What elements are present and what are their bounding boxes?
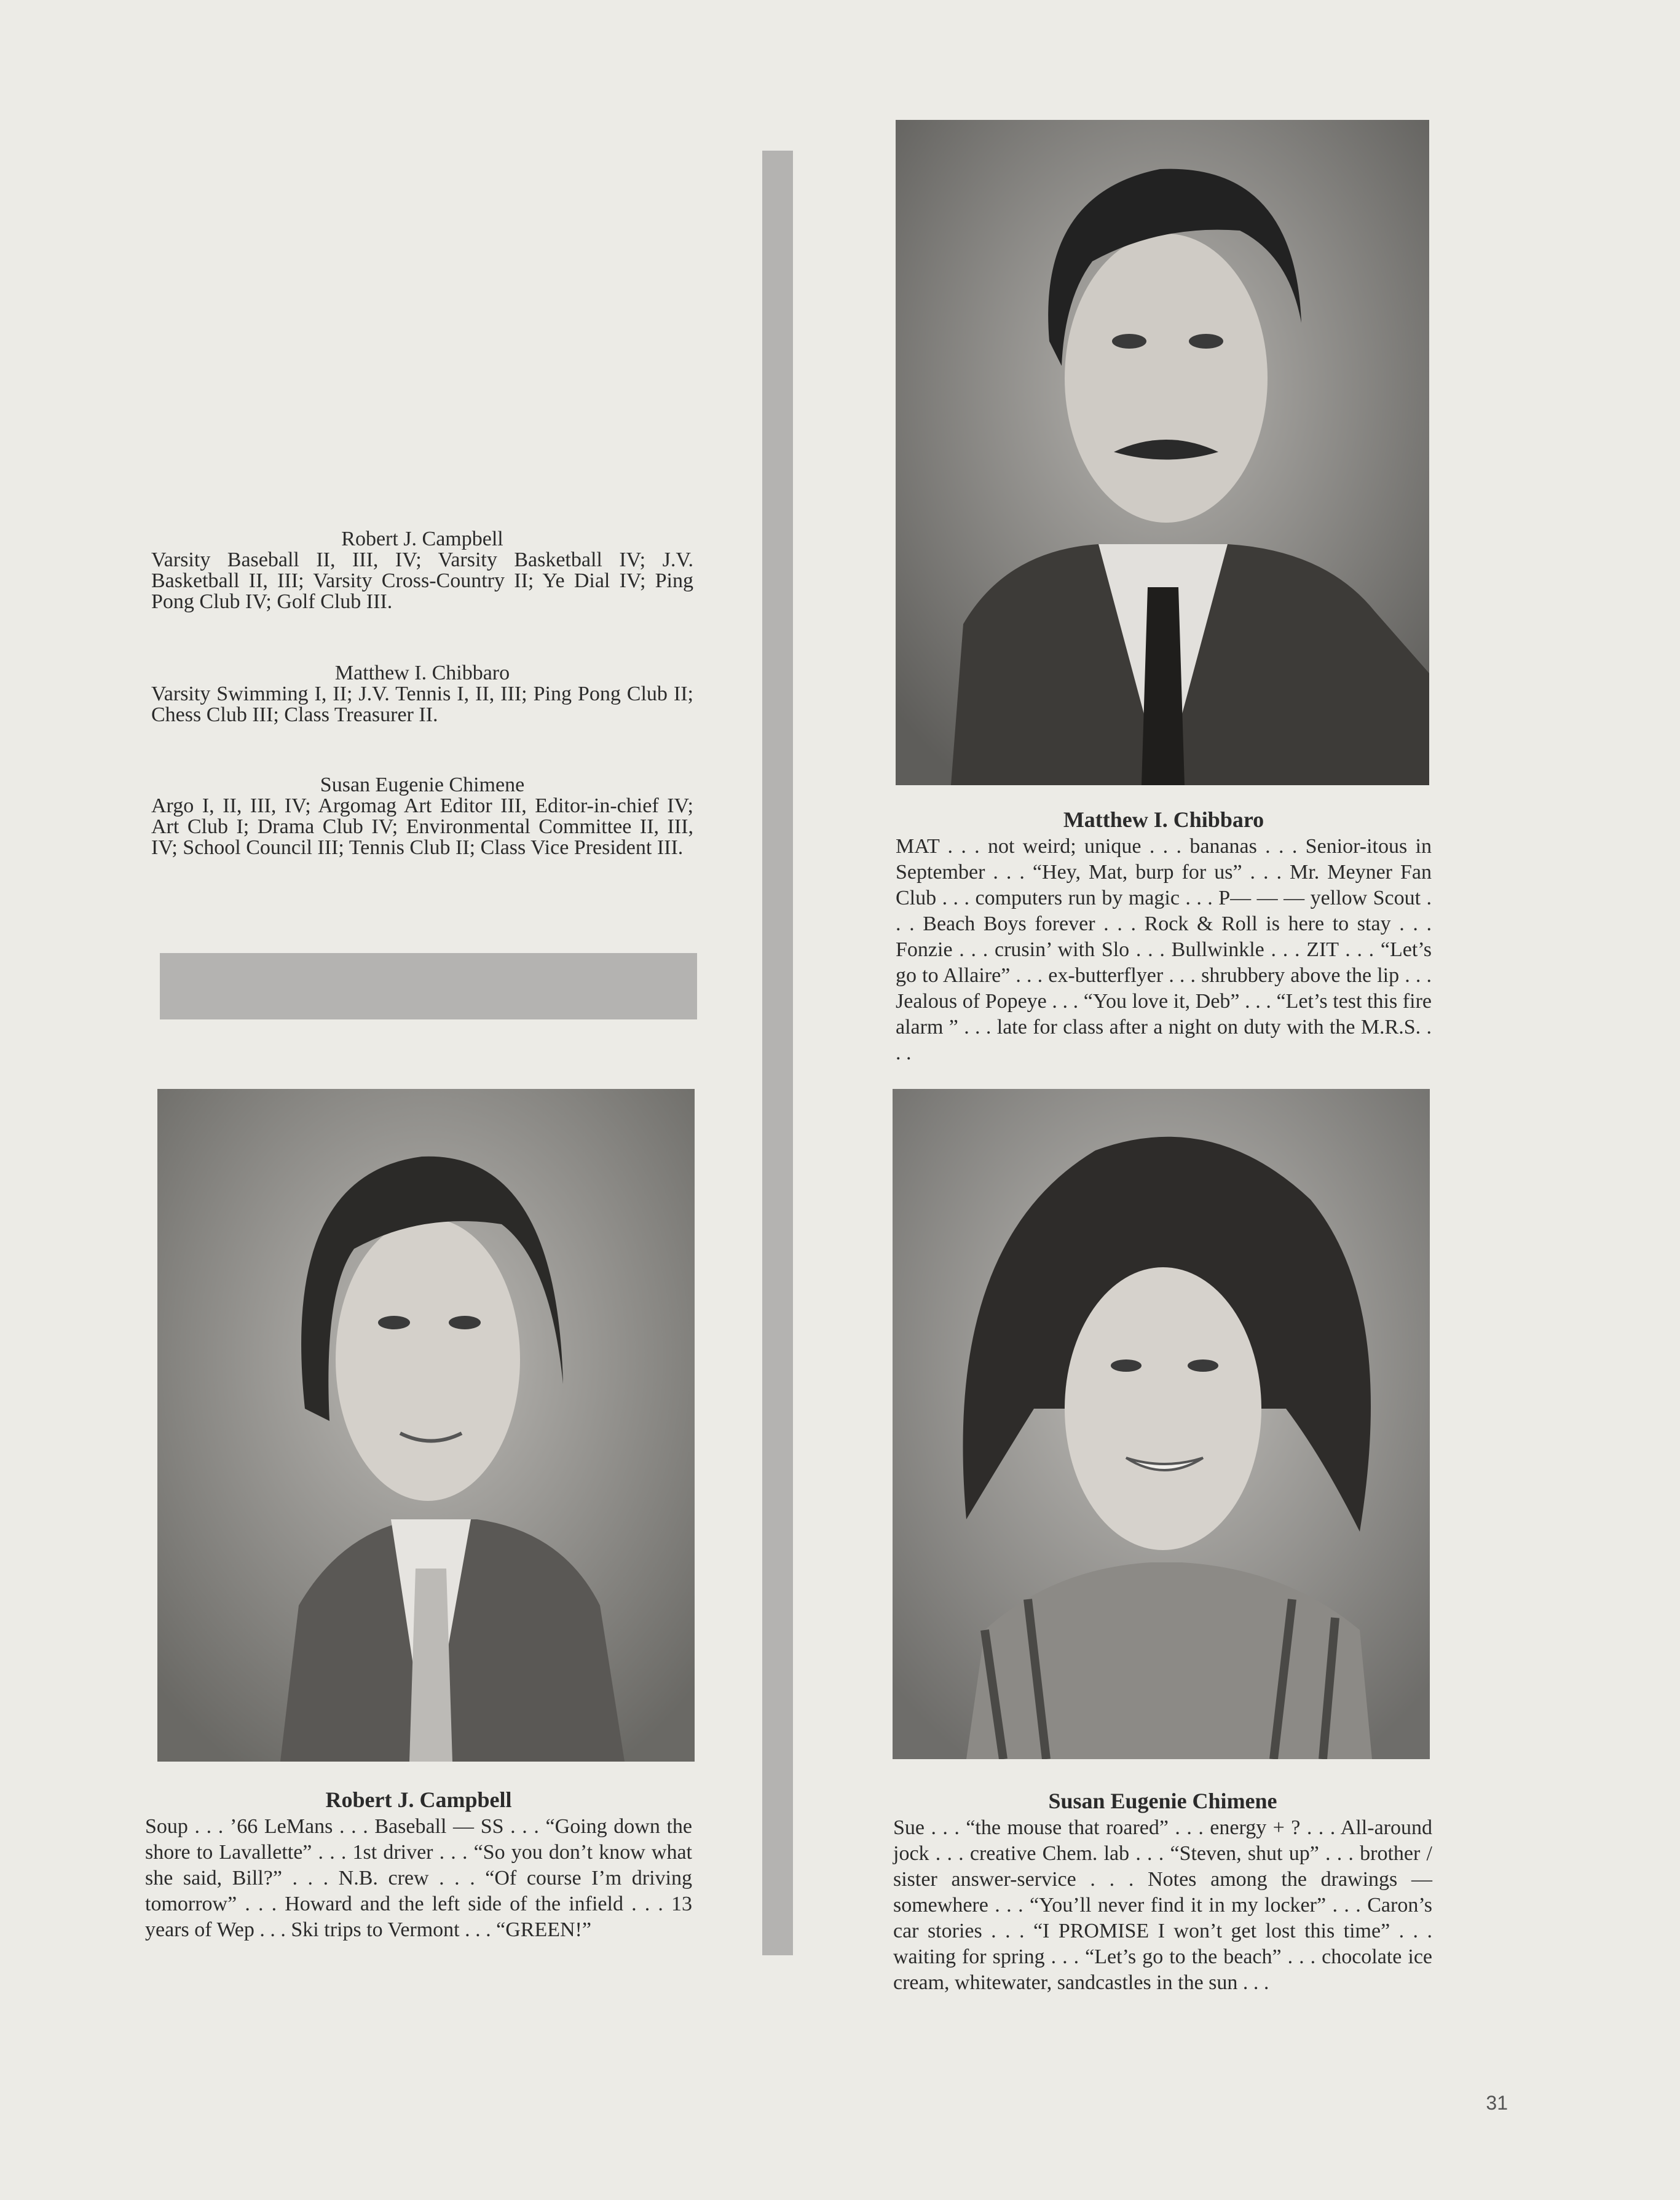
bio-text: MAT . . . not weird; unique . . . bananas . . . Senior-itous in September . . . “Hey, Mat, burp for us” . . . Mr. Meyner Fan Club . . . computers run by magic . . . P— — — yellow Scout . . . Beach Boys forever . . . Rock & Roll is here to stay . . . Fonzie . . . crusin’ with Slo . . . Bullwinkle . . . ZIT . . . “Let’s go to Allaire” . . . ex-butterflyer . . . shrubbery above the lip . . . Jealous of Popeye . . . “You love it, Deb” . . . “Let’s test this fire alarm ” . . . late for class after a night on duty with the M.R.S. . . . [896,835,1432,1064]
horizontal-divider-bar [160,953,697,1019]
vertical-divider-bar [762,151,793,1955]
activity-name: Matthew I. Chibbaro [334,662,510,684]
activity-text: Varsity Swimming I, II; J.V. Tennis I, II, III; Ping Pong Club II; Chess Club III; Class Treasurer II. [151,683,693,726]
activity-name: Susan Eugenie Chimene [320,774,525,796]
bio-name: Robert J. Campbell [325,1787,512,1812]
bio-text: Sue . . . “the mouse that roared” . . . energy + ? . . . All-around jock . . . creative Chem. lab . . . “Steven, shut up” . . . brother / sister answer-service . . . Notes among the drawings — somewhere . . . “You’ll never find it in my locker” . . . Caron’s car stories . . . “I PROMISE I won’t get lost this time” . . . waiting for spring . . . “Let’s go to the beach” . . . chocolate ice cream, whitewater, sandcastles in the sun . . . [893,1816,1432,1994]
activity-text: Argo I, II, III, IV; Argomag Art Editor III, Editor-in-chief IV; Art Club I; Drama Club IV; Environmental Committee II, III, IV; School Council III; Tennis Club II; Class Vice President III. [151,794,693,859]
page-number: 31 [1486,2092,1508,2114]
activity-name: Robert J. Campbell [341,528,503,550]
bio-name: Susan Eugenie Chimene [1048,1789,1277,1813]
bio-chimene [893,1788,1432,1996]
bio-name: Matthew I. Chibbaro [1063,807,1264,832]
portrait-photo-chibbaro [896,120,1429,785]
bio-chibbaro [896,807,1432,1066]
activity-text: Varsity Baseball II, III, IV; Varsity Basketball IV; J.V. Basketball II, III; Varsity Cross-Country II; Ye Dial IV; Ping Pong Club IV; Golf Club III. [151,548,693,613]
bio-text: Soup . . . ’66 LeMans . . . Baseball — SS . . . “Going down the shore to Lavallette” . . . 1st driver . . . “So you don’t know what she said, Bill?” . . . N.B. crew . . . “Of course I’m driving tomorrow” . . . Howard and the left side of the infield . . . 13 years of Wep . . . Ski trips to Vermont . . . “GREEN!” [145,1815,692,1941]
portrait-photo-chimene [893,1089,1430,1759]
bio-campbell [145,1787,692,1943]
activity-entry-chimene [151,775,693,858]
activity-entry-chibbaro [151,663,693,726]
portrait-photo-campbell [157,1089,695,1762]
activity-entry-campbell [151,529,693,612]
